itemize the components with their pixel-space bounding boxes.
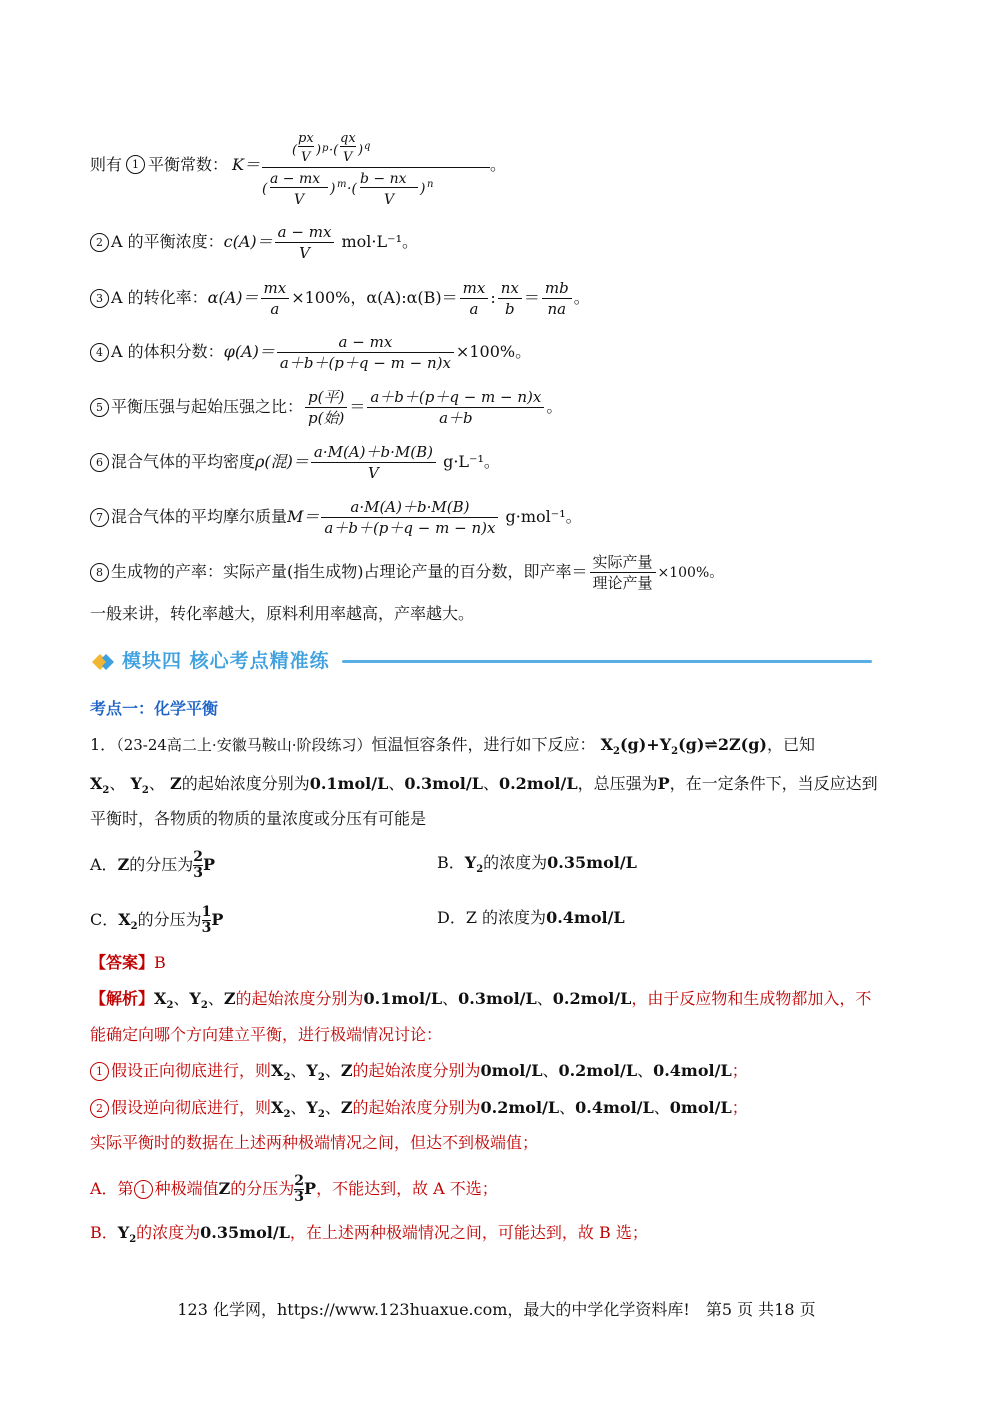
- concentration: 0.4mol/L: [575, 1098, 654, 1117]
- reaction-equation: $X_2(g)+Y_2(g)\rightleftharpoons 2Z(g)$: [600, 735, 767, 758]
- question-line-2: $X_2$、 $Y_2$、 Z的起始浓度分别为0.1mol/L、0.3mol/L、0.2mol/L，总压强为P，在一定条件下，当反应达到: [90, 774, 878, 797]
- formula-label: 生成物的产率：实际产量(指生成物)占理论产量的百分数，即产率＝: [111, 562, 588, 581]
- section-rule: [342, 660, 872, 663]
- concentration: 0.2mol/L: [480, 1098, 560, 1117]
- species-z: Z: [340, 1061, 353, 1080]
- question-text: ，已知: [766, 735, 815, 754]
- circle-number: 1: [90, 1062, 109, 1081]
- concentration: 0.2mol/L: [498, 774, 578, 793]
- analysis-text: 的起始浓度分别为: [235, 989, 364, 1008]
- option-c[interactable]: [90, 905, 223, 938]
- fraction-denominator: ( a − mx V ) m ·( b − nx V ) n: [262, 171, 434, 208]
- species-y2: $Y_2$: [117, 1223, 137, 1246]
- analysis-line-4: 2 假设逆向彻底进行，则$X_2$、$Y_2$、Z的起始浓度分别为0.2mol/L、0.4mol/L、0mol/L；: [90, 1097, 748, 1126]
- fraction: $\frac{2}{3}$: [193, 849, 204, 881]
- species-y2: $Y_2$: [464, 853, 484, 876]
- formula-label: A 的转化率：: [111, 288, 208, 307]
- punct: 。: [490, 155, 507, 174]
- analysis-text: 的起始浓度分别为: [352, 1061, 481, 1080]
- circle-number: 1: [134, 1180, 153, 1199]
- analysis-line-6: [90, 1174, 498, 1205]
- analysis-line-7: [90, 1222, 648, 1251]
- species-y2: $Y_2$: [130, 774, 149, 797]
- concentration: 0mol/L: [669, 1098, 732, 1117]
- question-line-1: [90, 734, 815, 763]
- option-text: Z 的浓度为: [465, 908, 547, 927]
- formula-average-molar-mass: [90, 497, 582, 538]
- question-text: ，总压强为: [577, 774, 658, 793]
- analysis-line-1: 【解析】$X_2$、$Y_2$、Z的起始浓度分别为0.1mol/L、0.3mol/L、0.2mol/L，由于反应物和生成物都加入，不: [90, 989, 872, 1012]
- formula-prefix: 则有: [90, 155, 123, 174]
- analysis-text: ，在上述两种极端情况之间，可能达到，故 B 选；: [289, 1223, 648, 1242]
- concentration: 0.1mol/L: [363, 989, 443, 1008]
- question-text: ，在一定条件下，当反应达到: [669, 774, 878, 793]
- species-x2: $X_2$: [118, 910, 138, 933]
- kaodian-heading: 考点一：化学平衡: [90, 699, 219, 718]
- fraction: $\frac{a - mx}{a+b+(p+q - m - n)x}$: [277, 332, 454, 373]
- concentration: 0mol/L: [480, 1061, 543, 1080]
- analysis-text: ，不能达到，故 A 不选；: [316, 1179, 498, 1198]
- punct: 。: [573, 288, 590, 307]
- fraction: $\frac{mx}{a}$: [460, 278, 489, 319]
- fraction: $\frac{2}{3}$: [294, 1173, 305, 1205]
- option-label: C．: [90, 910, 119, 929]
- formula-lhs: M＝: [287, 507, 320, 526]
- question-text: 恒温恒容条件，进行如下反应：: [371, 735, 596, 754]
- analysis-text: ，由于反应物和生成物都加入，不: [631, 989, 872, 1008]
- option-label: D．: [437, 908, 466, 927]
- fraction: $\frac{mb}{na}$: [542, 278, 572, 319]
- concentration: 0.2mol/L: [558, 1061, 638, 1080]
- option-label: B．: [437, 853, 465, 872]
- formula-lhs: α(A)＝: [207, 288, 259, 307]
- formula-pressure-ratio: 5 平衡压强与起始压强之比： $\frac{\text{p(平)}}{\text{p(始)}}$ ＝ $\frac{a+b+(p+q - m - n)x}{a+b}$ 。: [90, 387, 562, 428]
- analysis-text: 的分压为: [230, 1179, 295, 1198]
- fraction: $\frac{a\cdot M(A)+b\cdot M(B)}{a+b+(p+q - m - n)x}$: [321, 497, 498, 538]
- formula-average-density: [90, 442, 500, 483]
- concentration: 0.3mol/L: [404, 774, 483, 793]
- unit: mol·L⁻¹。: [336, 232, 418, 251]
- option-d[interactable]: [437, 907, 625, 929]
- question-source: （23-24高二上·安徽马鞍山·阶段练习）: [116, 736, 372, 754]
- fraction: $\frac{a+b+(p+q - m - n)x}{a+b}$: [367, 387, 544, 428]
- concentration: 0.3mol/L: [458, 989, 537, 1008]
- species-y2: $Y_2$: [306, 1061, 325, 1084]
- circle-number: 5: [90, 398, 109, 417]
- pressure-symbol: P: [657, 774, 670, 793]
- analysis-text: 的浓度为: [136, 1223, 201, 1242]
- circle-number: 2: [90, 1099, 109, 1118]
- species-y2: $Y_2$: [189, 989, 208, 1012]
- concentration: 0.4mol/L: [653, 1061, 732, 1080]
- answer-label: 【答案】: [90, 953, 155, 972]
- analysis-text: 假设正向彻底进行，则: [111, 1061, 272, 1080]
- formula-conversion-rate: 3 A 的转化率：α(A)＝ $\frac{mx}{a}$ ×100%，α(A):α(B)＝ $\frac{mx}{a}$ : $\frac{nx}{b}$ ＝ $\frac{mb}{na}$ 。: [90, 278, 590, 319]
- diamond-icon: [92, 652, 116, 672]
- circle-number: 2: [90, 233, 109, 252]
- option-b[interactable]: [437, 852, 637, 881]
- analysis-text: 假设逆向彻底进行，则: [111, 1098, 272, 1117]
- circle-number: 7: [90, 508, 109, 527]
- unit: g·L⁻¹。: [438, 452, 500, 471]
- formula-lhs: K＝: [232, 155, 260, 174]
- concentration: 0.35mol/L: [200, 1223, 290, 1242]
- analysis-line-5: 实际平衡时的数据在上述两种极端情况之间，但达不到极端值；: [90, 1133, 539, 1152]
- question-number: 1．: [90, 735, 117, 754]
- species-z: Z: [117, 855, 130, 874]
- formula-a-concentration: [90, 222, 418, 263]
- answer-line: [90, 952, 166, 974]
- species-z: Z: [223, 989, 236, 1008]
- fraction: $\frac{nx}{b}$: [498, 278, 522, 319]
- formula-label: 平衡压强与起始压强之比：: [111, 397, 304, 416]
- summary-text: 一般来讲，转化率越大，原料利用率越高，产率越大。: [90, 604, 475, 623]
- pressure-symbol: P: [304, 1179, 317, 1198]
- species-x2: $X_2$: [271, 1061, 291, 1084]
- question-line-3: 平衡时，各物质的物质的量浓度或分压有可能是: [90, 809, 427, 828]
- circle-number: 1: [126, 155, 145, 174]
- species-z: Z: [170, 774, 182, 793]
- big-fraction: [262, 130, 434, 210]
- analysis-text: B．: [90, 1223, 118, 1242]
- pressure-symbol: P: [203, 855, 216, 874]
- analysis-line-3: 1 假设正向彻底进行，则$X_2$、$Y_2$、Z的起始浓度分别为0mol/L、0.2mol/L、0.4mol/L；: [90, 1060, 748, 1089]
- circle-number: 6: [90, 453, 109, 472]
- fraction: $\frac{a - mx}{V}$: [275, 222, 335, 263]
- fraction-numerator: ( px V ) p ·( qx V ) q: [292, 131, 371, 165]
- option-a[interactable]: [90, 850, 215, 881]
- formula-volume-fraction: [90, 332, 531, 373]
- formula-label: 混合气体的平均摩尔质量: [111, 507, 288, 526]
- circle-number: 8: [90, 563, 109, 582]
- fraction: $\frac{1}{3}$: [201, 904, 212, 936]
- fraction: $\frac{\text{p(平)}}{\text{p(始)}}$: [305, 387, 347, 428]
- page-footer: 123 化学网，https://www.123huaxue.com，最大的中学化学资料库! 第5 页 共18 页: [177, 1300, 816, 1319]
- circle-number: 4: [90, 343, 109, 362]
- option-text: 的分压为: [137, 910, 202, 929]
- option-value: 0.4mol/L: [546, 908, 625, 927]
- question-text: 的起始浓度分别为: [181, 774, 310, 793]
- unit: g·mol⁻¹。: [500, 507, 582, 526]
- fraction: $\frac{a\cdot M(A)+b\cdot M(B)}{V}$: [311, 442, 436, 483]
- formula-label: A 的平衡浓度：: [111, 232, 224, 251]
- formula-middle: ×100%，α(A):α(B)＝: [291, 288, 458, 307]
- species-x2: $X_2$: [90, 774, 110, 797]
- analysis-label: 【解析】: [90, 989, 155, 1008]
- species-x2: $X_2$: [154, 989, 174, 1012]
- option-text: 的分压为: [129, 855, 194, 874]
- concentration: 0.2mol/L: [552, 989, 632, 1008]
- section-title: 模块四 核心考点精准练: [122, 650, 330, 672]
- circle-number: 3: [90, 289, 109, 308]
- answer-value: B: [154, 953, 166, 972]
- pressure-symbol: P: [211, 910, 224, 929]
- analysis-text: 种极端值: [154, 1179, 219, 1198]
- section-header: [92, 648, 782, 676]
- formula-tail: ×100%。: [455, 342, 532, 361]
- formula-label: 混合气体的平均密度: [111, 452, 256, 471]
- analysis-text: 的起始浓度分别为: [352, 1098, 481, 1117]
- option-value: 0.35mol/L: [547, 853, 637, 872]
- analysis-line-2: 能确定向哪个方向建立平衡，进行极端情况讨论：: [90, 1025, 443, 1044]
- fraction: $\frac{\text{实际产量}}{\text{理论产量}}$: [590, 552, 656, 593]
- fraction: $\frac{mx}{a}$: [261, 278, 290, 319]
- analysis-text: A．第: [90, 1179, 134, 1198]
- formula-tail: ×100%。: [657, 565, 724, 581]
- formula-lhs: c(A)＝: [223, 232, 273, 251]
- formula-lhs: φ(A)＝: [223, 342, 275, 361]
- option-text: 的浓度为: [483, 853, 548, 872]
- species-z: Z: [218, 1179, 231, 1198]
- formula-yield: [90, 552, 723, 593]
- species-y2: $Y_2$: [306, 1098, 325, 1121]
- punct: 。: [546, 397, 563, 416]
- concentration: 0.1mol/L: [309, 774, 389, 793]
- option-label: A．: [90, 855, 118, 874]
- species-x2: $X_2$: [271, 1098, 291, 1121]
- species-z: Z: [340, 1098, 353, 1117]
- formula-lhs: ρ(混)＝: [255, 452, 309, 471]
- formula-label: 平衡常数：: [148, 155, 229, 174]
- formula-label: A 的体积分数：: [111, 342, 224, 361]
